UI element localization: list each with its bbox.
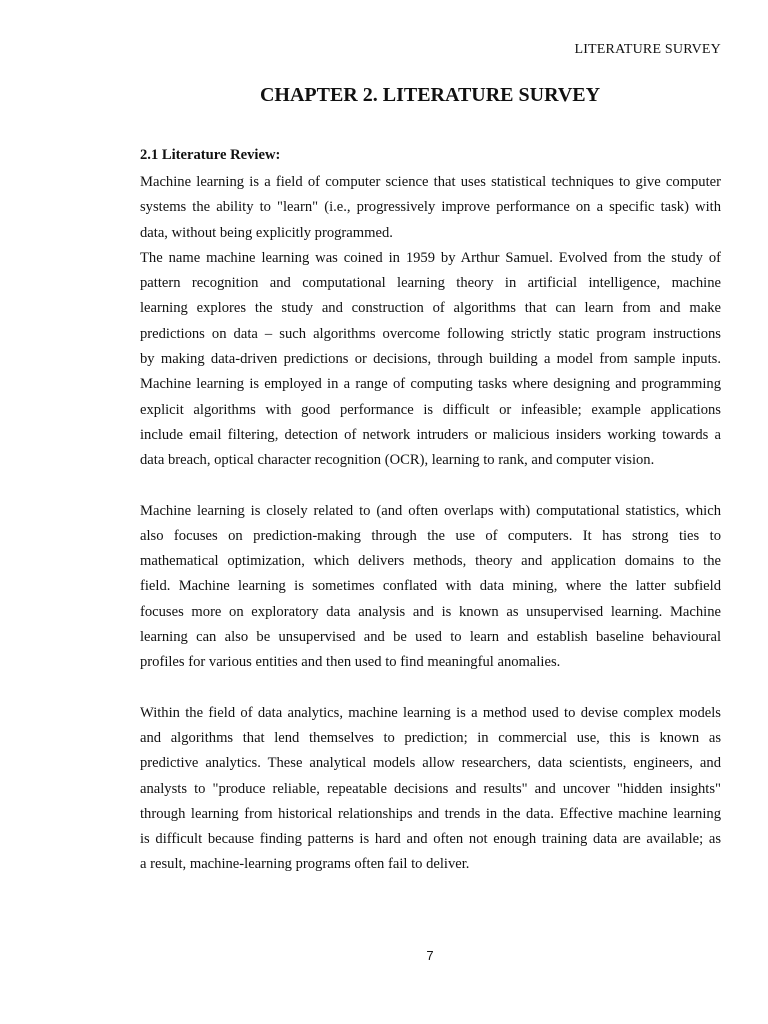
paragraph-gap — [140, 676, 721, 701]
text-line: Machine learning is a field of computer science that uses statistical techniques to give computer — [140, 174, 721, 190]
text-line: The name machine learning was coined in 1959 by Arthur Samuel. Evolved from the study of — [140, 249, 721, 266]
chapter-title: CHAPTER 2. LITERATURE SURVEY — [259, 84, 601, 106]
paragraph-gap — [140, 474, 721, 499]
page-content — [140, 145, 721, 878]
text-line: predictive analytics. These analytical models allow researchers, data scientists, engineers, and — [140, 755, 721, 772]
text-line: predictions on data – such algorithms overcome following strictly static program instructions — [140, 325, 721, 342]
section-heading: 2.1 Literature Review: — [140, 147, 281, 163]
text-line: data, without being explicitly programmed. — [140, 224, 393, 241]
text-line: also focuses on prediction-making through the use of computers. It has strong ties to — [140, 527, 721, 544]
paragraph-ml-analytics — [140, 701, 721, 878]
text-line: Within the field of data analytics, machine learning is a method used to devise complex models — [140, 704, 721, 721]
text-line: focuses more on exploratory data analysis and is known as unsupervised learning. Machine — [140, 603, 721, 620]
paragraph-ml-history — [140, 246, 721, 474]
text-line: profiles for various entities and then used to find meaningful anomalies. — [140, 654, 561, 671]
running-header: LITERATURE SURVEY — [574, 42, 721, 57]
text-line: learning explores the study and construction of algorithms that can learn from and make — [140, 300, 721, 317]
text-line: field. Machine learning is sometimes conflated with data mining, where the latter subfield — [140, 578, 721, 595]
text-line: and algorithms that lend themselves to prediction; in commercial use, this is known as — [140, 729, 721, 746]
text-line: is difficult because finding patterns is hard and often not enough training data are available; as — [140, 831, 721, 848]
text-line: a result, machine-learning programs often fail to deliver. — [140, 856, 470, 873]
text-line: analysts to "produce reliable, repeatable decisions and results" and uncover "hidden insights" — [140, 780, 721, 797]
text-line: learning can also be unsupervised and be used to learn and establish baseline behavioural — [140, 629, 721, 646]
text-line: through learning from historical relationships and trends in the data. Effective machine learning — [140, 805, 721, 822]
text-line: by making data-driven predictions or decisions, through building a model from sample inputs. — [140, 351, 721, 368]
paragraph-ml-definition — [140, 170, 721, 246]
text-line: Machine learning is employed in a range of computing tasks where designing and programming — [140, 376, 721, 393]
text-line: include email filtering, detection of network intruders or malicious insiders working towards a — [140, 426, 721, 443]
paragraph-ml-statistics — [140, 499, 721, 676]
text-line: data breach, optical character recognition (OCR), learning to rank, and computer vision. — [140, 452, 655, 469]
text-line: pattern recognition and computational learning theory in artificial intelligence, machine — [140, 275, 721, 292]
text-line: systems the ability to "learn" (i.e., progressively improve performance on a specific task) with — [140, 199, 721, 216]
text-line: explicit algorithms with good performance is difficult or infeasible; example applications — [140, 401, 721, 418]
text-line: Machine learning is closely related to (and often overlaps with) computational statistics, which — [140, 502, 721, 519]
text-line: mathematical optimization, which delivers methods, theory and application domains to the — [140, 553, 721, 570]
page-number: 7 — [426, 948, 434, 963]
